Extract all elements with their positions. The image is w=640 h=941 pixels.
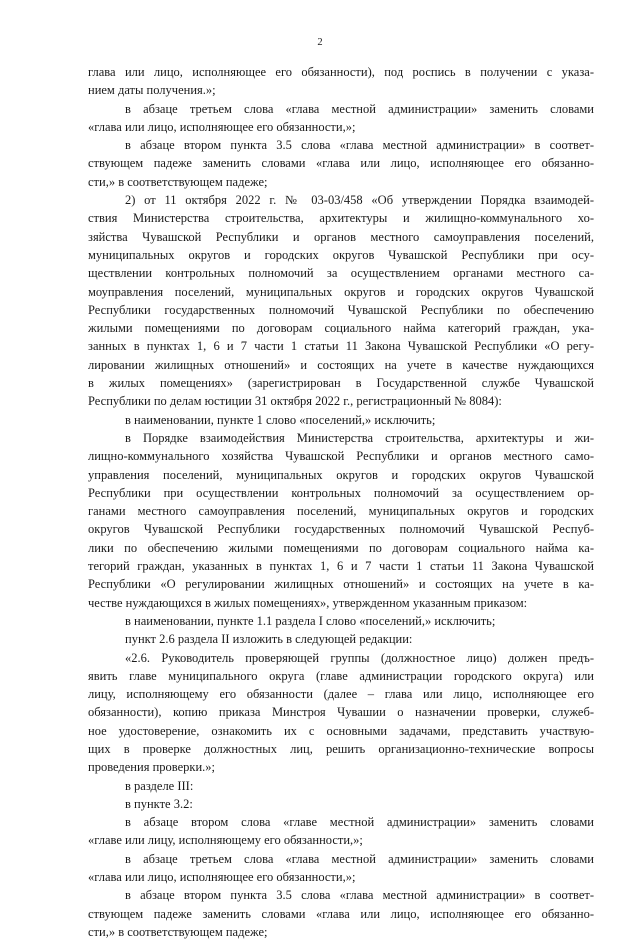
text-line: в пункте 3.2:	[125, 796, 193, 811]
text-line: проведения проверки.»;	[88, 760, 215, 775]
text-line: щих в проверке должностных лиц, решить организационно-технические вопросы	[88, 741, 594, 756]
text-line: пункт 2.6 раздела II изложить в следующей редакции:	[125, 632, 413, 647]
text-line: Республики «О регулировании жилищных отношений» и состоящих на учете в ка-	[88, 577, 594, 592]
text-line: лики по обеспечению жилыми помещениями по договорам социального найма ка-	[88, 540, 594, 555]
text-line: моуправления поселений, муниципальных округов и городских округов Чувашской	[88, 284, 594, 299]
text-line: Республики по делам юстиции 31 октября 2022 г., регистрационный № 8084):	[88, 394, 502, 409]
text-line: явить главе муниципального округа (главе администрации городского округа) или	[88, 668, 594, 683]
body-text	[88, 63, 594, 941]
text-line: округов Чувашской Республики государственных полномочий Чувашской Респуб-	[88, 522, 594, 537]
text-line: честве нуждающихся в жилых помещениях», утвержденном указанным приказом:	[88, 595, 528, 610]
text-line: ществлении контрольных полномочий за осуществлением органами местного са-	[88, 266, 594, 281]
text-line: нием даты получения.»;	[88, 83, 216, 98]
text-line: глава или лицо, исполняющее его обязанности), под роспись в получении с указа-	[88, 65, 594, 79]
text-line: «глава или лицо, исполняющее его обязанности,»;	[88, 870, 356, 885]
text-line: в наименовании, пункте 1 слово «поселений,» исключить;	[125, 412, 436, 427]
text-line: в Порядке взаимодействия Министерства строительства, архитектуры и жи-	[125, 430, 594, 445]
text-line: в наименовании, пункте 1.1 раздела I слово «поселений,» исключить;	[125, 613, 496, 628]
text-line: в разделе III:	[125, 778, 194, 793]
text-line: «глава или лицо, исполняющее его обязанности,»;	[88, 119, 356, 134]
text-line: ганами местного самоуправления поселений, муниципальных округов и городских	[88, 504, 594, 519]
text-line: тегорий граждан, указанных в пунктах 1, 6 и 7 части 1 статьи 11 Закона Чувашской	[88, 559, 594, 574]
text-line: ствующем падеже заменить словами «глава или лицо, исполняющее его обязанно-	[88, 156, 594, 171]
text-line: в абзаце третьем слова «глава местной администрации» заменить словами	[125, 101, 594, 116]
text-line: ствующем падеже заменить словами «глава или лицо, исполняющее его обязанно-	[88, 906, 594, 921]
text-line: в жилых помещениях» (зарегистрирован в Государственной службе Чувашской	[88, 376, 594, 391]
text-line: жилыми помещениями по договорам социального найма категорий граждан, ука-	[88, 321, 594, 336]
text-line: «2.6. Руководитель проверяющей группы (должностное лицо) должен предъ-	[125, 650, 594, 665]
text-line: Республики государственных полномочий Чувашской Республики по обеспечению	[88, 302, 594, 317]
text-line: лицу, исполняющему его обязанности (далее – глава или лицо, исполняющее его	[88, 687, 594, 702]
text-line: муниципальных округов и городских округов Чувашской Республики при осу-	[88, 247, 594, 262]
text-line: обязанности), копию приказа Минстроя Чувашии о назначении проверки, служеб-	[88, 705, 594, 720]
text-line: 2) от 11 октября 2022 г. № 03-03/458 «Об утверждении Порядка взаимодей-	[125, 193, 594, 208]
text-line: лировании жилищных отношений» и состоящих на учете в качестве нуждающихся	[88, 357, 594, 372]
text-line: управления поселений, муниципальных округов и городских округов Чувашской	[88, 467, 594, 482]
text-line: сти,» в соответствующем падеже;	[88, 924, 268, 939]
text-line: лищно-коммунального хозяйства Чувашской Республики и органов местного само-	[88, 449, 594, 464]
text-line: в абзаце втором пункта 3.5 слова «глава местной администрации» в соответ-	[125, 888, 594, 903]
text-line: Республики при осуществлении контрольных полномочий за осуществлением ор-	[88, 485, 594, 500]
text-line: в абзаце втором слова «главе местной администрации» заменить словами	[125, 815, 594, 830]
text-line: ствия Министерства строительства, архитектуры и жилищно-коммунального хо-	[88, 211, 594, 226]
text-line: занных в пунктах 1, 6 и 7 части 1 статьи 11 Закона Чувашской Республики «О регу-	[88, 339, 594, 354]
text-line: «главе или лицу, исполняющему его обязанности,»;	[88, 833, 363, 848]
text-line: в абзаце третьем слова «глава местной администрации» заменить словами	[125, 851, 594, 866]
text-line: зяйства Чувашской Республики и органов местного самоуправления поселений,	[88, 229, 594, 244]
text-line: сти,» в соответствующем падеже;	[88, 174, 268, 189]
text-line: ное удостоверение, ознакомить их с основными задачами, представить участвую-	[88, 723, 594, 738]
text-line: в абзаце втором пункта 3.5 слова «глава местной администрации» в соответ-	[125, 138, 594, 153]
page-number: 2	[317, 37, 323, 48]
